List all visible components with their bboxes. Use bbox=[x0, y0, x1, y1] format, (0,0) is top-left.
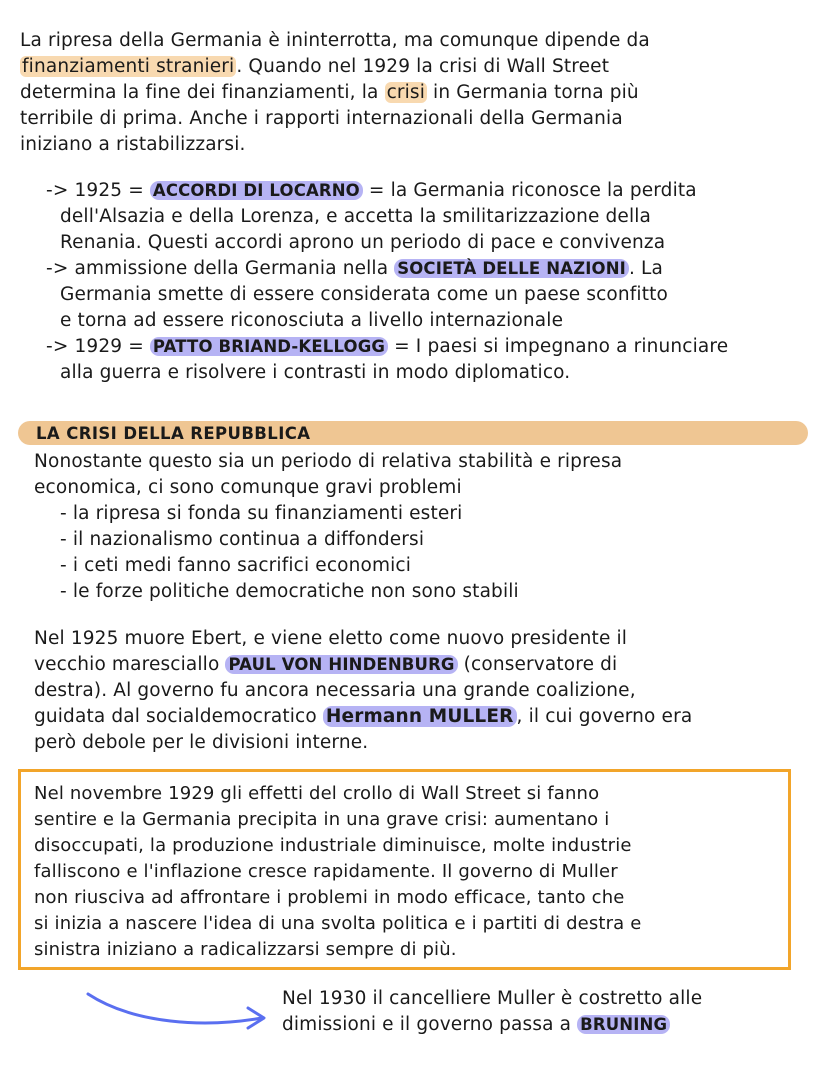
bullet-locarno: -> 1925 = ACCORDI DI LOCARNO = la Germania riconosce la perdita dell'Alsazia e della Lorenza, e accetta la smilitarizzazione della Renania. Questi accordi aprono un periodo di pace e convivenza bbox=[46, 180, 697, 253]
crisis-box-text: Nel novembre 1929 gli effetti del crollo di Wall Street si fanno sentire e la Germania precipita in una grave crisi: aumentano i disoccupati, la produzione industriale diminuisce, molte industrie falliscono e l'inflazione cresce rapidamente. Il governo di Muller non riusciva ad affrontare i problemi in modo efficace, tanto che si inizia a nascere l'idea di una svolta politica e i partiti di destra e sinistra iniziano a radicalizzarsi sempre di più. bbox=[34, 783, 642, 960]
highlight-bruning: BRUNING bbox=[577, 1015, 670, 1034]
list-item: - il nazionalismo continua a diffondersi bbox=[60, 529, 425, 550]
section-title: LA CRISI DELLA REPUBBLICA bbox=[36, 424, 311, 443]
highlight-societa-nazioni: SOCIETÀ DELLE NAZIONI bbox=[394, 259, 629, 278]
highlight-crisi: crisi bbox=[386, 82, 426, 103]
list-item: - la ripresa si fonda su finanziamenti esteri bbox=[60, 503, 463, 524]
highlight-finanziamenti: finanziamenti stranieri bbox=[22, 56, 235, 77]
highlight-briand-kellogg: PATTO BRIAND-KELLOGG bbox=[150, 337, 388, 356]
intro-line-2: finanziamenti stranieri . Quando nel 1929 la crisi di Wall Street bbox=[22, 56, 610, 77]
intro-line-5: iniziano a ristabilizzarsi. bbox=[20, 134, 246, 155]
highlight-hindenburg: PAUL VON HINDENBURG bbox=[225, 655, 457, 674]
intro-paragraph bbox=[20, 28, 650, 158]
list-item: - le forze politiche democratiche non sono stabili bbox=[60, 581, 519, 602]
bullet-societa-nazioni: -> ammissione della Germania nella SOCIETÀ DELLE NAZIONI . La Germania smette di essere considerata come un paese sconfitto e torna ad essere riconosciuta a livello internazionale bbox=[46, 258, 668, 331]
footer-note: Nel 1930 il cancelliere Muller è costretto alle dimissioni e il governo passa a BRUNING bbox=[282, 988, 703, 1035]
curved-arrow-icon bbox=[84, 984, 274, 1040]
intro-line-3: determina la fine dei finanziamenti, la crisi in Germania torna più bbox=[20, 82, 639, 103]
problems-paragraph: Nonostante questo sia un periodo di relativa stabilità e ripresa economica, ci sono comunque gravi problemi - la ripresa si fonda su finanziamenti esteri - il nazionalismo continua a diffondersi - i ceti medi fanno sacrifici economici - le forze politiche democratiche non sono stabili bbox=[34, 449, 622, 605]
intro-line-4: terribile di prima. Anche i rapporti internazionali della Germania bbox=[20, 108, 623, 129]
intro-line-1: La ripresa della Germania è ininterrotta, ma comunque dipende da bbox=[20, 30, 650, 51]
ebert-paragraph: Nel 1925 muore Ebert, e viene eletto come nuovo presidente il vecchio maresciallo PAUL VON HINDENBURG (conservatore di destra). Al governo fu ancora necessaria una grande coalizione, guidata dal socialdemocratico Hermann MULLER , il cui governo era però debole per le divisioni interne. bbox=[34, 628, 693, 753]
highlight-muller: Hermann MULLER bbox=[323, 706, 517, 727]
highlight-locarno: ACCORDI DI LOCARNO bbox=[150, 181, 363, 200]
list-item: - i ceti medi fanno sacrifici economici bbox=[60, 555, 412, 576]
bullet-briand-kellogg: -> 1929 = PATTO BRIAND-KELLOGG = I paesi si impegnano a rinunciare alla guerra e risolvere i contrasti in modo diplomatico. bbox=[46, 336, 729, 383]
